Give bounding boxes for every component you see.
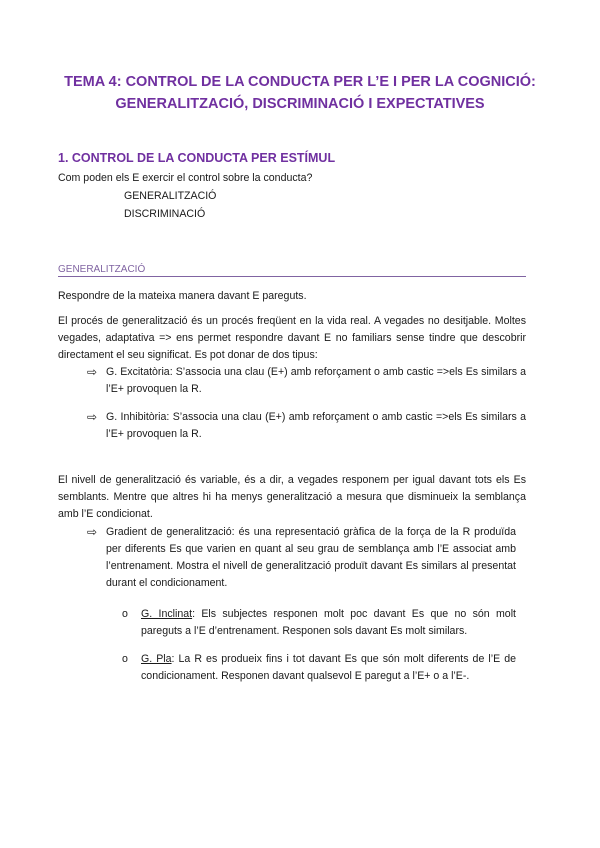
document-title bbox=[40, 71, 560, 115]
definition-paragraph: Respondre de la mateixa manera davant E pareguts. bbox=[58, 290, 307, 302]
type-inhibitoria: G. Inhibitòria: S’associa una clau (E+) amb reforçament o amb castic =>els Es similars a l’E+ provoquen la R. bbox=[106, 411, 526, 440]
process-paragraph: El procés de generalització és un procés freqüent en la vida real. A vegades no desitjable. Moltes vegades, adaptativa => ens permet respondre davant E no familiars sense tindre que descobrir directament el seu significat. Es pot donar de dos tipus: bbox=[58, 315, 526, 361]
gradient-pla-text: : La R es produeix fins i tot davant Es que són molt diferents de l’E de condicionament. Responen davant qualsevol E paregut a l’E+ o a l’E-. bbox=[141, 653, 516, 682]
gradient-pla-label: G. Pla bbox=[141, 653, 172, 665]
gradient-inclinat-text: : Els subjectes responen molt poc davant Es que no són molt pareguts a l’E d’entrenament. Responen sols davant Es molt similars. bbox=[141, 608, 516, 637]
gradient-pla bbox=[141, 651, 516, 685]
type-excitatoria: G. Excitatòria: S’associa una clau (E+) amb reforçament o amb castic =>els Es similars a l’E+ provoquen la R. bbox=[106, 366, 526, 395]
title-line-1: TEMA 4: CONTROL DE LA CONDUCTA PER L’E I PER LA COGNICIÓ: bbox=[64, 74, 536, 90]
list-item-generalitzacio: GENERALITZACIÓ bbox=[124, 190, 217, 202]
circle-bullet-icon: o bbox=[122, 653, 128, 665]
gradient-definition: Gradient de generalització: és una representació gràfica de la força de la R produïda per diferents Es que varien en quant al seu grau de semblança amb l’E associat amb l’entrenament. Mostra el nivell de generalització produït davant Es similars al presentat durant el condicionament. bbox=[106, 526, 516, 589]
arrow-bullet-icon: ⇨ bbox=[87, 410, 98, 424]
subsection-heading-generalitzacio: GENERALITZACIÓ bbox=[58, 264, 526, 277]
arrow-bullet-icon: ⇨ bbox=[87, 525, 98, 539]
circle-bullet-icon: o bbox=[122, 608, 128, 620]
gradient-inclinat-label: G. Inclinat bbox=[141, 608, 193, 620]
control-question: Com poden els E exercir el control sobre la conducta? bbox=[58, 172, 313, 184]
gradient-inclinat bbox=[141, 606, 516, 640]
section-heading-control: 1. CONTROL DE LA CONDUCTA PER ESTÍMUL bbox=[58, 151, 336, 165]
arrow-bullet-icon: ⇨ bbox=[87, 365, 98, 379]
list-item-discriminacio: DISCRIMINACIÓ bbox=[124, 208, 206, 220]
title-line-2: GENERALITZACIÓ, DISCRIMINACIÓ I EXPECTATIVES bbox=[115, 96, 485, 112]
variability-paragraph: El nivell de generalització és variable, és a dir, a vegades responem per igual davant tots els Es semblants. Mentre que altres hi ha menys generalització a mesura que disminueix la semblança amb l’E condicionat. bbox=[58, 474, 526, 520]
